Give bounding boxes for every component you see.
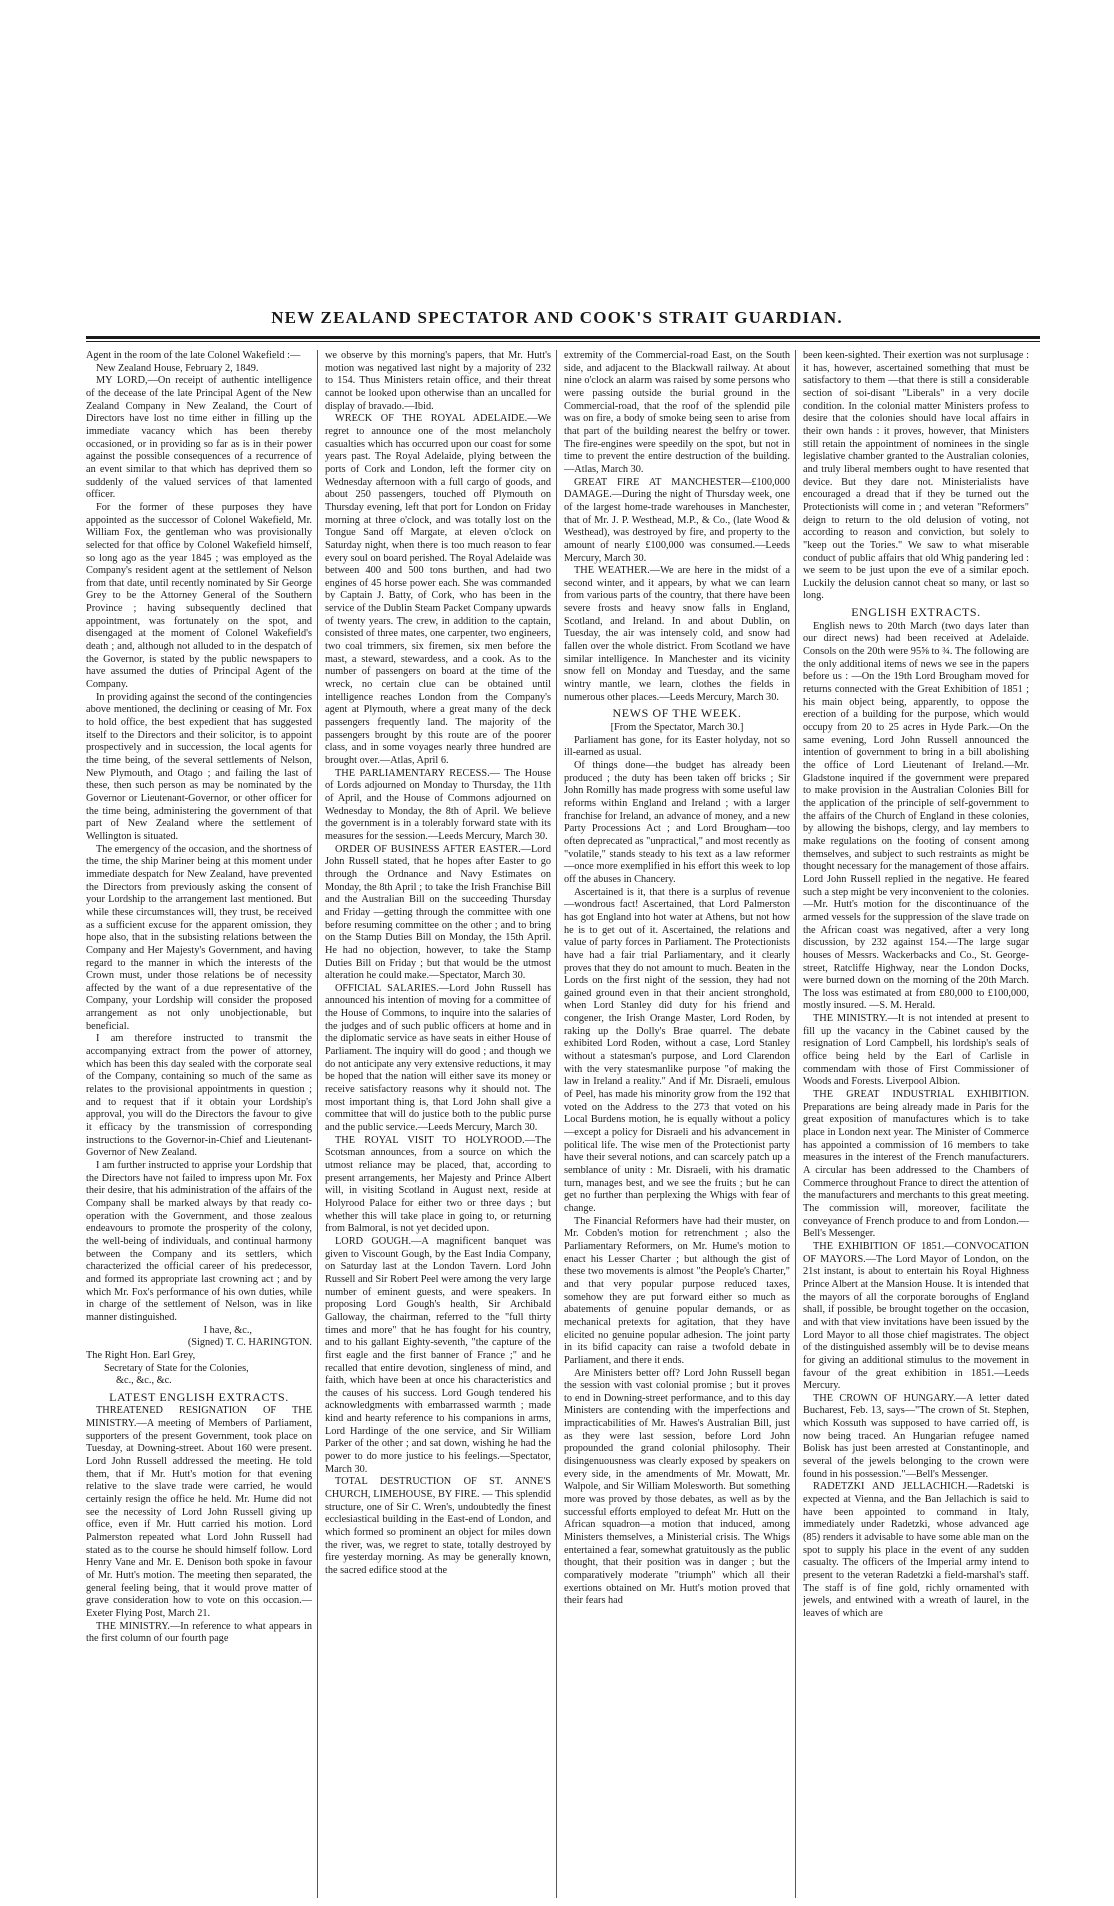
letter-dateline: New Zealand House, February 2, 1849.: [96, 362, 259, 374]
paragraph: THREATENED RESIGNATION OF THE MINISTRY.—A meeting of Members of Parliament, supporters of the present Government, took place on Tuesday, at Downing-street. About 160 were present. Lord John Russell addressed the meeting. He told them, that if Mr. Hutt's motion for that evening relative to the slave trade were carried, he would certainly resign the office he held. Mr. Hume did not see the necessity of Lord John Russell giving up office, even if Mr. Hutt carried his motion. Lord Palmerston repeated what Lord John Russell had stated as to the course he should himself follow. Lord Henry Vane and Mr. E. Denison both spoke in favour of Mr. Hutt's motion. The meeting then separated, the general feeling being, that it would prove matter of grave consideration how to vote on this occasion.—Exeter Flying Post, March 21.: [86, 1405, 312, 1619]
paragraph: Parliament has gone, for its Easter holyday, not so ill-earned as usual.: [564, 734, 790, 759]
section-heading: NEWS OF THE WEEK.: [612, 706, 742, 721]
paragraph: THE WEATHER.—We are here in the midst of a second winter, and it appears, by what we can learn from various parts of the country, that there have been severe frosts and heavy snow falls in England, Scotland, and Ireland. In and about Dublin, on Tuesday, the air was intensely cold, and snow had fallen over the whole district. From Scotland we have similar intelligence. In Manchester and its vicinity snow fell on Monday and Tuesday, and the same wintry mantle, we learn, clothes the fields in numerous other places.—Leeds Mercury, March 30.: [564, 565, 790, 703]
masthead-rule-thin: [86, 341, 1040, 342]
paragraph: extremity of the Commercial-road East, on the South side, and adjacent to the Blackwall railway. At about nine o'clock an alarm was raised by some persons who were passing outside the burial ground in the Commercial-road, that the roof of the splendid pile was on fire, a body of smoke being seen to arise from that part of the building nearest the belfry or tower. The fire-engines were speedily on the spot, but not in time to prevent the entire destruction of the building.—Atlas, March 30.: [564, 350, 790, 475]
paragraph: Are Ministers better off? Lord John Russell began the session with vast colonial promise ; but it proves to end in Downing-street performance, and to this day Ministers are contending with the imperfections and impracticabilities of Mr. Hawes's Australian Bill, just as they were last session, before Lord John propounded the grand colonial philosophy. Their disingenuousness was clearly exposed by speakers on every side, in the amendments of Mr. Mowatt, Mr. Walpole, and Sir William Molesworth. But something more was proved by those debates, as well as by the successful efforts employed to defeat Mr. Hutt on the African squadron—a motion that induced, among Ministers themselves, a Ministerial crisis. The Whigs entertained a fear, somewhat gratuitously as the public thought, that their position was in danger ; but the comparatively moderate "triumph" which all their exertions obtained on Mr. Hutt's motion proved that their fears had: [564, 1367, 790, 1607]
paragraph: LORD GOUGH.—A magnificent banquet was given to Viscount Gough, by the East India Company, on Saturday last at the London Tavern. Lord John Russell and Sir Robert Peel were among the very large number of eminent guests, and were speakers. In proposing Lord Gough's health, Sir Archibald Galloway, the chairman, referred to the "full thirty times and more" that he has fought for his country, and to his gallant Eighty-seventh, "the capture of the first eagle and the first banner of France ;" and he recalled that entire devotion, singleness of mind, and faith, which have been at once his characteristics and the causes of his success. Lord Gough tendered his acknowledgments with embarrassed warmth ; made kind and hearty reference to his companions in arms, Lord Hardinge of the one service, and Sir William Parker of the other ; and sat down, wishing he had the power to do more justice to his feelings.—Spectator, March 30.: [325, 1235, 551, 1475]
paragraph: ORDER OF BUSINESS AFTER EASTER.—Lord John Russell stated, that he hopes after Easter to go through the Ordnance and Navy Estimates on Monday, the 8th April ; to take the Irish Franchise Bill and the Australian Bill on the succeeding Thursday and Friday —getting through the committee with one before resuming committee on the other ; and to bring on the Stamp Duties Bill on Monday, the 15th April. He had no objection, however, to take the Stamp Duties Bill on Friday ; but that would be the utmost alteration he could make.—Spectator, March 30.: [325, 843, 551, 982]
column-divider: [317, 350, 318, 1898]
paragraph: THE CROWN OF HUNGARY.—A letter dated Bucharest, Feb. 13, says—"The crown of St. Stephen, which Kossuth was supposed to have carried off, is now being traced. An Hungarian refugee named Bolisk has just been arrested at Constantinople, and several of the jewels belonging to the crown were found in his possession."—Bell's Messenger.: [803, 1392, 1029, 1480]
column-4: [803, 350, 1029, 1898]
paragraph: I am therefore instructed to transmit the accompanying extract from the power of attorney, which has been this day sealed with the corporate seal of the Company, containing so much of the same as relates to the provisional appointments in question ; and to request that if it obtain your Lordship's approval, you will do the Directors the favour to give it efficacy by the transmission of corresponding instructions to the Governor-in-Chief and Lieutenant-Governor of New Zealand.: [86, 1033, 312, 1159]
section-heading: ENGLISH EXTRACTS.: [851, 605, 981, 620]
paragraph: WRECK OF THE ROYAL ADELAIDE.—We regret to announce one of the most melancholy casualties which has occurred upon our coast for some years past. The Royal Adelaide, plying between the ports of Cork and London, left the former city on Wednesday afternoon with a full cargo of goods, and about 250 passengers, touched off Plymouth on Thursday evening, left that port for London on Friday morning at three o'clock, and was totally lost on the Tongue Sand off Margate, at eleven o'clock on Saturday night, when there is too much reason to fear every soul on board perished. The Royal Adelaide was between 400 and 500 tons burthen, and had two engines of 45 horse power each. She was commanded by Captain J. Batty, of Cork, who has been in the service of the Dublin Steam Packet Company upwards of twenty years. The crew, in addition to the captain, consisted of three mates, one carpenter, two engineers, two coal trimmers, six firemen, six men before the mast, a steward, stewardess, and a cook. As to the number of passengers on board at the time of the wreck, no certain clue can be obtained until intelligence reaches London from the Company's agent at Plymouth, where a great many of the deck passengers frequently land. The majority of the passengers brought by this route are of the poorer class, and in some voyages nearly three hundred are brought over.—Atlas, April 6.: [325, 413, 551, 766]
paragraph: THE PARLIAMENTARY RECESS.— The House of Lords adjourned on Monday to Thursday, the 11th of April, and the House of Commons adjourned on Wednesday to Monday, the 8th of April. We believe the government is in a tolerably forward state with its measures for the session.—Leeds Mercury, March 30.: [325, 767, 551, 842]
letter-addressee-etc: &c., &c., &c.: [116, 1375, 172, 1387]
paragraph: RADETZKI AND JELLACHICH.—Radetski is expected at Vienna, and the Ban Jellachich is said to have been appointed to command in Italy, immediately under Radetzki, whose advanced age (85) renders it advisable to have some able man on the spot to supply his place in the event of any sudden casualty. The officers of the Imperial army intend to present to the veteran Radetzki a field-marshal's staff. The staff is of fine gold, richly ornamented with jewels, and entwined with a wreath of laurel, in the leaves of which are: [803, 1481, 1029, 1619]
paragraph: I am further instructed to apprise your Lordship that the Directors have not failed to impress upon Mr. Fox their desire, that his administration of the affairs of the Company shall be marked always by that ready co-operation with the Government, and those zealous endeavours to promote the prosperity of the colony, the well-being of individuals, and continual harmony between the Company and its settlers, which characterized the official career of his predecessor, and formed its appropriate last crowning act ; and by which Mr. Fox's performance of his own duties, while in charge of the settlement of Nelson, was in like manner distinguished.: [86, 1160, 312, 1323]
column-2: [325, 350, 551, 1898]
letter-closing: I have, &c.,: [203, 1324, 252, 1336]
letter-signature: (Signed) T. C. HARINGTON.: [187, 1337, 312, 1349]
section-source: [From the Spectator, March 30.]: [610, 722, 744, 734]
paragraph: English news to 20th March (two days later than our direct news) had been received at Adelaide. Consols on the 20th were 95⅝ to ¾. The following are the only additional items of news we see in the papers before us : —On the 19th Lord Brougham moved for returns connected with the Great Exhibition of 1851 ; his main object being, apparently, to oppose the erection of a building for the purpose, which would occupy from 20 to 25 acres in Hyde Park.—On the same evening, Lord John Russell announced the intention of government to bring in a bill abolishing the office of Lord Lieutenant of Ireland.—Mr. Gladstone inquired if the government were prepared to make provision in the Australian Colonies Bill for the application of the principle of self-government to the affairs of the Church of England in these colonies, by allowing the bishops, clergy, and lay members to make regulations on the footing of consent among themselves, and subject to such restraints as might be thought necessary for the management of those affairs. Lord John Russell replied in the negative. He feared such a step might be very inconvenient to the colonies.—Mr. Hutt's motion for the discontinuance of the armed vessels for the suppression of the slave trade on the African coast was negatived, after a very long discussion, by 232 against 154.—The large sugar houses of Messrs. Wackerbacks and Co., St. George-street, Ratcliffe Highway, near the London Docks, were burned down on the morning of the 20th March. The loss was estimated at from £80,000 to £100,000, mostly insured. —S. M. Herald.: [803, 620, 1029, 1012]
column-1: [86, 350, 312, 1898]
paragraph: OFFICIAL SALARIES.—Lord John Russell has announced his intention of moving for a committee of the House of Commons, to inquire into the salaries of the judges and of such public officers at home and in the diplomatic service as have seats in either House of Parliament. The inquiry will do good ; and though we do not anticipate any very extensive reductions, it may be hoped that the nation will either save its money or receive satisfactory reasons why it should not. The most important thing is, that Lord John shall give a committee that will do justice both to the public purse and the public service.—Leeds Mercury, March 30.: [325, 982, 551, 1134]
paragraph: THE EXHIBITION OF 1851.—CONVOCATION OF MAYORS.—The Lord Mayor of London, on the 21st instant, is about to entertain his Royal Highness Prince Albert at the Mansion House. It is intended that the mayors of all the corporate boroughs of England shall, if possible, be brought together on the occasion, and with that view invitations have been issued by the Lord Mayor to all those chief magistrates. The object of the distinguished assembly will be to devise means for giving an additional stimulus to the movement in favour of the great exhibition in 1851.—Leeds Mercury.: [803, 1240, 1029, 1392]
paragraph: been keen-sighted. Their exertion was not surplusage : it has, however, ascertained something that must be satisfactory to them —that there is still a considerable section of soi-disant "Liberals" in a very docile condition. In the colonial matter Ministers profess to desire that the colonies should have local affairs in their own hands : it proves, however, that Ministers still retain the appointment of nominees in the single legislative chamber granted to the Australian colonies, and truly liberal members ought to have resented that device. But they dare not. Ministerialists have encouraged a dread that if they be turned out the Protectionists will come in ; and veteran "Reformers" deign to return to the old delusion of voting, not according to reason and conviction, but solely to "keep out the Tories." We saw to what miserable conduct of public affairs that old Whig pandering led : we seem to be just upon the eve of a similar epoch. Luckily the delusion cannot cheat so many, or last so long.: [803, 350, 1029, 602]
paragraph: TOTAL DESTRUCTION OF ST. ANNE'S CHURCH, LIMEHOUSE, BY FIRE. — This splendid structure, one of Sir C. Wren's, undoubtedly the finest ecclesiastical building in the East-end of London, and which formed so prominent an object for miles down the river, was, we regret to state, totally destroyed by fire yesterday morning. As may be generally known, the sacred edifice stood at the: [325, 1476, 551, 1576]
paragraph: THE GREAT INDUSTRIAL EXHIBITION. Preparations are being already made in Paris for the great exposition of manufactures which is to take place in London next year. The Minister of Commerce has appointed a commission of 16 members to take measures in the interest of the French manufacturers. A circular has been addressed to the Chambers of Commerce throughout France to direct the attention of the manufacturers and merchants to this great meeting. The commission will, moreover, facilitate the conveyance of French produce to and from London.—Bell's Messenger.: [803, 1089, 1029, 1240]
paragraph: Of things done—the budget has already been produced ; the duty has been taken off bricks ; Sir John Romilly has made progress with some useful law reforms within England and Ireland ; with a larger franchise for Ireland, an advance of money, and a new Party Processions Act ; and Lord Brougham—too often deprecated as "unpractical," and most recently as "volatile," stands steady to his text as a law reformer—once more exemplified in his effort this week to lop off the abuses in Chancery.: [564, 760, 790, 885]
paragraph: For the former of these purposes they have appointed as the successor of Colonel Wakefield, Mr. William Fox, the gentleman who was provisionally selected for that office by Colonel Wakefield himself, so long ago as the year 1845 ; was employed as the Company's resident agent at the settlement of Nelson from that date, until recently nominated by Sir George Grey to be the Attorney General of the Southern Province ; having subsequently declined that appointment, was fortunately on the spot, and disengaged at the moment of Colonel Wakefield's death ; and, although not alluded to in the despatch of the Governor, is stated by the public newspapers to have assumed the duties of Principal Agent of the Company.: [86, 501, 312, 691]
paragraph: The Financial Reformers have had their muster, on Mr. Cobden's motion for retrenchment ; also the Parliamentary Reformers, on Mr. Hume's motion to enact his Lesser Charter ; but although the gist of these two movements is almost "the People's Charter," and that very popular purpose reduced taxes, somehow they are put forward either so much as abatements of genuine popular demands, or as mechanical pretexts for agitation, that they have elicited no genuine popular adhesion. The joint party in its bifid capacity can raise a twofold debate in Parliament, and there it ends.: [564, 1215, 790, 1366]
column-divider: [795, 350, 796, 1898]
section-heading: LATEST ENGLISH EXTRACTS.: [109, 1389, 289, 1404]
paragraph: THE ROYAL VISIT TO HOLYROOD.—The Scotsman announces, from a source on which the utmost reliance may be placed, that, according to present arrangements, her Majesty and Prince Albert will, in visiting Scotland in August next, reside at Holyrood Palace for either two or three days ; but whether this will take place in going to, or returning from Balmoral, is not yet decided upon.: [325, 1134, 551, 1235]
letter-addressee-title: Secretary of State for the Colonies,: [104, 1362, 249, 1374]
paragraph: In providing against the second of the contingencies above mentioned, the declining or ceasing of Mr. Fox to hold office, the best expedient that has suggested itself to the Directors and their solicitor, is to appoint prospectively and in succession, the local agents for the time being, of the several settlements of Nelson, New Plymouth, and Otago ; and failing the last of these, then such person as may be nominated by the Governor or Lieutenant-Governor, or other officer for the time being, administering the government of that part of New Zealand where the settlement of Wellington is situated.: [86, 691, 312, 842]
column-divider: [556, 350, 557, 1898]
paragraph: GREAT FIRE AT MANCHESTER—£100,000 DAMAGE.—During the night of Thursday week, one of the largest home-trade warehouses in Manchester, that of Mr. J. P. Westhead, M.P., & Co., (late Wood & Westhead), was destroyed by fire, and property to the amount of nearly £100,000 was consumed.—Leeds Mercury, March 30.: [564, 476, 790, 564]
paragraph: THE MINISTRY.—In reference to what appears in the first column of our fourth page: [86, 1620, 312, 1645]
letter-addressee: The Right Hon. Earl Grey,: [86, 1349, 196, 1361]
paragraph: Agent in the room of the late Colonel Wakefield :—: [86, 350, 301, 361]
paragraph: THE MINISTRY.—It is not intended at present to fill up the vacancy in the Cabinet caused by the resignation of Lord Campbell, his lordship's seals of office being held by the Earl of Carlisle in commendam with those of First Commissioner of Woods and Forests. Liverpool Albion.: [803, 1013, 1029, 1088]
paragraph: Ascertained is it, that there is a surplus of revenue—wondrous fact! Ascertained, that Lord Palmerston has got England into hot water at Athens, but not how he is to get out of it. Ascertained, the relations and value of party forces in Parliament. The Protectionists have had a fair trial Parliamentary, and it clearly proves that they do not amount to much. Beaten in the Lords on the first night of the session, they had not gained ground even in that their ancient stronghold, when Lord Stanley did duty for his friend and congener, the Irish Orange Master, Lord Roden, by raking up the Dolly's Brae quarrel. The debate exhibited Lord Roden, without a case, Lord Stanley without a statesman's purpose, and Lord Clarendon with the very statesmanlike purpose "of making the law in Ireland a reality." And if Mr. Disraeli, emulous of Peel, has made his minority grow from the 192 that voted on the Address to the 273 that voted on his Local Burdens motion, he is equally without a policy—except a policy for Disraeli and his advancement in political life. The wise men of the Protectionist party have their several notions, and can scarcely patch up a semblance of unity : Mr. Disraeli, with his dramatic turn, manages best, and we see the fruits ; but he can get no further than perplexing the Whigs with fear of change.: [564, 886, 790, 1214]
masthead-title: NEW ZEALAND SPECTATOR AND COOK'S STRAIT GUARDIAN.: [271, 308, 843, 327]
masthead-rule-thick: [86, 336, 1040, 339]
column-3: [564, 350, 790, 1898]
paragraph: MY LORD,—On receipt of authentic intelligence of the decease of the late Principal Agent of the New Zealand Company in New Zealand, the Court of Directors have lost no time either in filling up the immediate vacancy which has been thereby occasioned, or in providing so far as is in their power against the possible consequences of a recurrence of an event similar to that which has deprived them so suddenly of the valued services of that lamented officer.: [86, 375, 312, 501]
paragraph: we observe by this morning's papers, that Mr. Hutt's motion was negatived last night by a majority of 232 to 154. Thus Ministers retain office, and their threat cannot be looked upon otherwise than an uncalled for display of bravado.—Ibid.: [325, 350, 551, 412]
paragraph: The emergency of the occasion, and the shortness of the time, the ship Mariner being at this moment under immediate despatch for New Zealand, have prevented the Directors from previously asking the consent of your Lordship to the arrangement last mentioned. But while these circumstances will, they trust, be received as a sufficient excuse for the apparent omission, they hope also, that in the subsisting relations between the Company and Her Majesty's Government, and having regard to the manner in which the interests of the Crown must, under those relations be of necessity affected by the want of a due representative of the Company, your Lordship will consider the proposed arrangement as not only unobjectionable, but beneficial.: [86, 843, 312, 1032]
